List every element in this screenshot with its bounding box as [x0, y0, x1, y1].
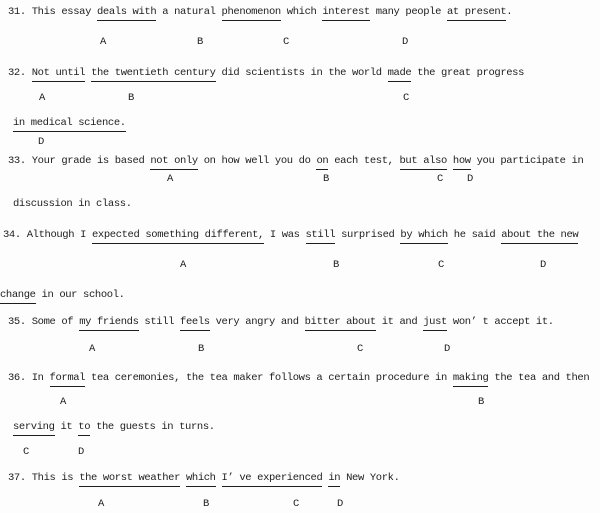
underlined-phrase: expected something different, [92, 228, 264, 244]
question-32-option-letters-row [0, 135, 600, 149]
text-segment: he said [447, 229, 502, 241]
question-34-line [3, 228, 578, 242]
question-31-option-letters-row [0, 35, 600, 49]
option-letter-a-q34: A [180, 259, 186, 271]
text-segment: it and [375, 316, 424, 328]
option-letter-d-q36: D [78, 446, 84, 458]
option-letter-b-q35: B [198, 343, 204, 355]
option-letter-b-q32: B [128, 92, 134, 104]
text-segment: surprised [335, 229, 401, 241]
text-segment: 33. Your grade is based [8, 155, 151, 167]
text-segment: the great progress [411, 67, 525, 79]
question-33-line [13, 197, 132, 211]
text-segment: each test, [328, 155, 400, 167]
text-segment: 35. Some of [8, 316, 80, 328]
text-segment: I was [263, 229, 306, 241]
underlined-phrase: the worst weather [79, 471, 180, 487]
text-segment: tea ceremonies, the tea maker follows a certain procedure in [85, 372, 453, 384]
question-34-line [0, 288, 125, 302]
question-35-line [8, 315, 554, 329]
option-letter-c-q35: C [357, 343, 363, 355]
underlined-phrase: I’ ve experienced [222, 471, 323, 487]
text-segment: won’ t accept it. [446, 316, 554, 328]
underlined-phrase: but also [400, 154, 447, 170]
question-36-option-letters-row [0, 395, 600, 409]
question-32-line [8, 66, 524, 80]
text-segment: a natural [156, 6, 222, 18]
option-letter-a-q33: A [167, 173, 173, 185]
underlined-phrase: made [388, 66, 412, 82]
underlined-phrase: the twentieth century [91, 66, 216, 82]
question-36-line [13, 420, 215, 434]
underlined-phrase: interest [322, 5, 369, 21]
text-segment: on how well you do [197, 155, 317, 167]
question-34-option-letters-row [0, 258, 600, 272]
option-letter-a-q31: A [100, 36, 106, 48]
underlined-phrase: on [316, 154, 328, 170]
option-letter-a-q37: A [98, 498, 104, 510]
option-letter-c-q31: C [283, 36, 289, 48]
text-segment: 37. This is [8, 472, 80, 484]
option-letter-b-q36: B [478, 396, 484, 408]
option-letter-b-q33: B [323, 173, 329, 185]
underlined-phrase: bitter about [305, 315, 376, 331]
question-32-option-letters-row [0, 91, 600, 105]
text-segment: 32. [8, 67, 32, 79]
underlined-phrase: by which [400, 228, 447, 244]
question-33-option-letters-row [0, 172, 600, 186]
option-letter-c-q32: C [403, 92, 409, 104]
question-35-option-letters-row [0, 342, 600, 356]
text-segment: still [138, 316, 181, 328]
underlined-phrase: about the new [501, 228, 578, 244]
underlined-phrase: my friends [79, 315, 138, 331]
option-letter-d-q32: D [38, 136, 44, 148]
question-37-line [8, 471, 400, 485]
text-segment: New York. [340, 472, 400, 484]
text-segment: you participate in [470, 155, 584, 167]
option-letter-a-q35: A [89, 343, 95, 355]
underlined-phrase: Not until [32, 66, 85, 82]
question-37-option-letters-row [0, 497, 600, 511]
underlined-phrase: not only [150, 154, 197, 170]
question-32-line [13, 116, 126, 130]
option-letter-c-q34: C [438, 259, 444, 271]
underlined-phrase: still [306, 228, 336, 244]
text-segment: in our school. [35, 289, 125, 301]
underlined-phrase: change [0, 288, 36, 304]
question-31-line [8, 5, 512, 19]
underlined-phrase: which [186, 471, 216, 487]
underlined-phrase: just [423, 315, 447, 331]
underlined-phrase: formal [50, 371, 86, 387]
question-33-line [8, 154, 583, 168]
text-segment: which [280, 6, 323, 18]
option-letter-b-q34: B [333, 259, 339, 271]
underlined-phrase: how [453, 154, 471, 170]
text-segment: the guests in turns. [90, 421, 215, 433]
option-letter-b-q37: B [203, 498, 209, 510]
underlined-phrase: serving [13, 420, 55, 436]
text-segment: 36. In [8, 372, 50, 384]
text-segment: 34. Although I [3, 229, 92, 241]
option-letter-d-q34: D [540, 259, 546, 271]
text-segment: many people [369, 6, 447, 18]
option-letter-a-q32: A [39, 92, 45, 104]
option-letter-c-q33: C [437, 173, 443, 185]
underlined-phrase: in medical science. [13, 116, 126, 132]
text-segment: 31. This essay [8, 6, 97, 18]
option-letter-d-q37: D [337, 498, 343, 510]
option-letter-c-q36: C [23, 446, 29, 458]
underlined-phrase: in [328, 471, 340, 487]
text-segment: very angry and [209, 316, 305, 328]
text-segment: . [506, 6, 513, 18]
option-letter-d-q31: D [402, 36, 408, 48]
text-segment: did scientists in the world [215, 67, 388, 79]
option-letter-c-q37: C [293, 498, 299, 510]
underlined-phrase: deals with [97, 5, 156, 21]
option-letter-a-q36: A [60, 396, 66, 408]
text-segment: the tea and then [488, 372, 590, 384]
text-segment: discussion in class. [13, 198, 132, 210]
text-segment: it [54, 421, 79, 433]
underlined-phrase: to [78, 420, 90, 436]
underlined-phrase: making [453, 371, 489, 387]
option-letter-b-q31: B [197, 36, 203, 48]
question-36-line [8, 371, 589, 385]
underlined-phrase: at present [447, 5, 506, 21]
question-36-option-letters-row [0, 445, 600, 459]
option-letter-d-q35: D [444, 343, 450, 355]
underlined-phrase: phenomenon [222, 5, 281, 21]
option-letter-d-q33: D [467, 173, 473, 185]
underlined-phrase: feels [180, 315, 210, 331]
